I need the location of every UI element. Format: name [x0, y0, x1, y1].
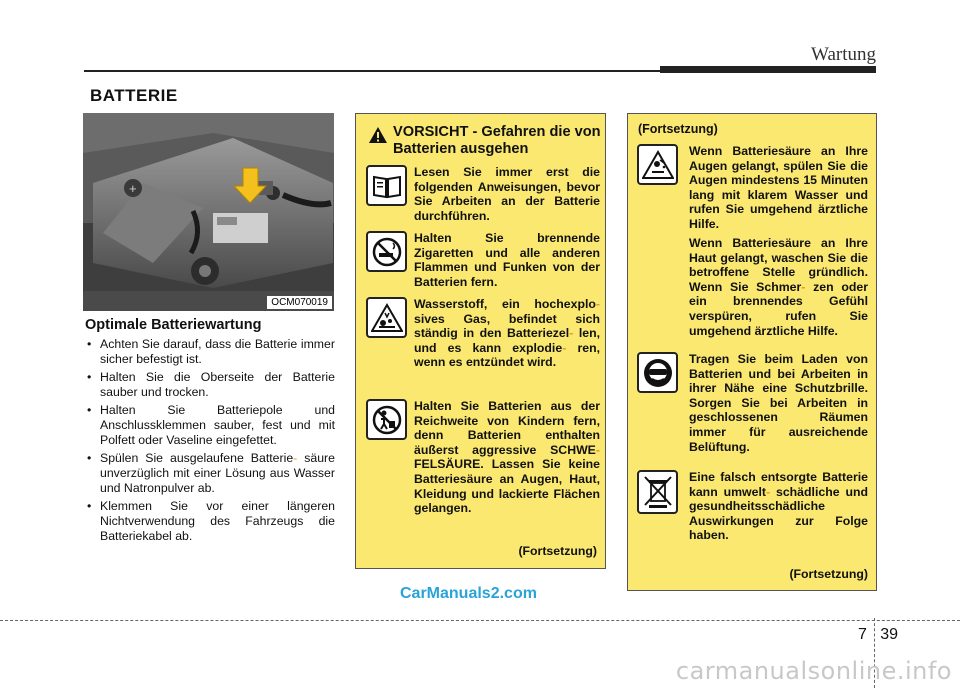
chapter-number: 7 — [858, 626, 867, 643]
page-number — [858, 626, 898, 644]
safety-goggles-icon — [637, 352, 678, 393]
keep-children-away-icon — [366, 399, 407, 440]
continued-panel: (Fortsetzung) Wenn Batteriesäure an Ihre Augen gelangt, spülen Sie die Augen mindestens 15 Minuten lang mit klarem Wasser und rufen Sie umgehend ärztliche Hilfe. Wenn Batteriesäure an Ihre Haut gelangt, waschen Sie die betroffene Stelle gründlich. Wenn Sie Schmer- zen oder ein brennendes Gefühl verspüren, rufen Sie umgehend ärztliche Hilfe. Tragen Sie beim Laden von Batterien und bei Arbeiten in ihrer Nähe eine Schutzbrille. Sorgen Sie bei Arbeiten in geschlossenen Räumen immer für ausreichende Belüftung. Eine falsch entsorgte Batterie kann umwelt- schädliche und gesundheitsschädliche Auswirkungen zur Folge haben. (Fortsetzung) — [627, 113, 877, 591]
list-item: • Halten Sie die Oberseite der Batterie sauber und trocken. — [85, 370, 335, 400]
book-icon — [366, 165, 407, 206]
section-title: BATTERIE — [90, 86, 178, 105]
running-header: Wartung — [811, 44, 876, 65]
list-item: • Spülen Sie ausgelaufene Batterie- säure unverzüglich mit einer Lösung aus Wasser und Natronpulver ab. — [85, 451, 335, 496]
list-item: • Klemmen Sie vor einer längeren Nichtverwendung des Fahrzeugs die Batteriekabel ab. — [85, 499, 335, 544]
crossed-bin-icon — [637, 470, 678, 514]
acid-warning-icon — [637, 144, 678, 185]
maintenance-heading: Optimale Batteriewartung — [85, 317, 262, 333]
list-item: • Achten Sie darauf, dass die Batterie immer sicher befestigt ist. — [85, 337, 335, 367]
caution-title: VORSICHT - Gefahren die von Batterien ausgehen — [393, 124, 601, 157]
header-rule — [84, 70, 704, 72]
continued-label: (Fortsetzung) — [789, 567, 868, 581]
svg-text:+: + — [129, 181, 137, 196]
site-watermark: carmanualsonline.info — [675, 657, 952, 685]
footer-rule — [0, 620, 960, 621]
warning-triangle-icon — [368, 126, 388, 144]
explosion-icon — [366, 297, 407, 338]
header-rule-bar — [660, 66, 876, 73]
caution-panel: VORSICHT - Gefahren die von Batterien ausgehen Lesen Sie immer erst die folgenden Anweisungen, bevor Sie Arbeiten an der Batterie durchführen. Halten Sie brennende Zigaretten und alle anderen Flammen und Funken von der Batterien fern. Wasserstoff, ein hochexplo- sives Gas, befindet sich ständig in den Batteriezel- len, und es kann explodie- ren, wenn es entzündet wird. Halten Sie Batterien aus der Reichweite von Kindern fern, denn Batterien enthalten äußerst aggressive SCHWE- FELSÄURE. Lassen Sie keine Batteriesäure an Augen, Haut, Kleidung und lackierte Flächen gelangen. (Fortsetzung) — [355, 113, 606, 569]
watermark[interactable]: CarManuals2.com — [400, 585, 537, 602]
no-smoking-icon — [366, 231, 407, 272]
battery-illustration — [83, 113, 334, 311]
maintenance-list — [85, 337, 335, 547]
continued-heading: (Fortsetzung) — [638, 122, 718, 136]
continued-label: (Fortsetzung) — [518, 544, 597, 558]
battery-photo — [83, 113, 334, 311]
figure-code: OCM070019 — [267, 296, 332, 309]
list-item: • Halten Sie Batteriepole und Anschlussklemmen sauber, fest und mit Polfett oder Vaseline eingefettet. — [85, 403, 335, 448]
page-number-value: 39 — [880, 626, 899, 643]
